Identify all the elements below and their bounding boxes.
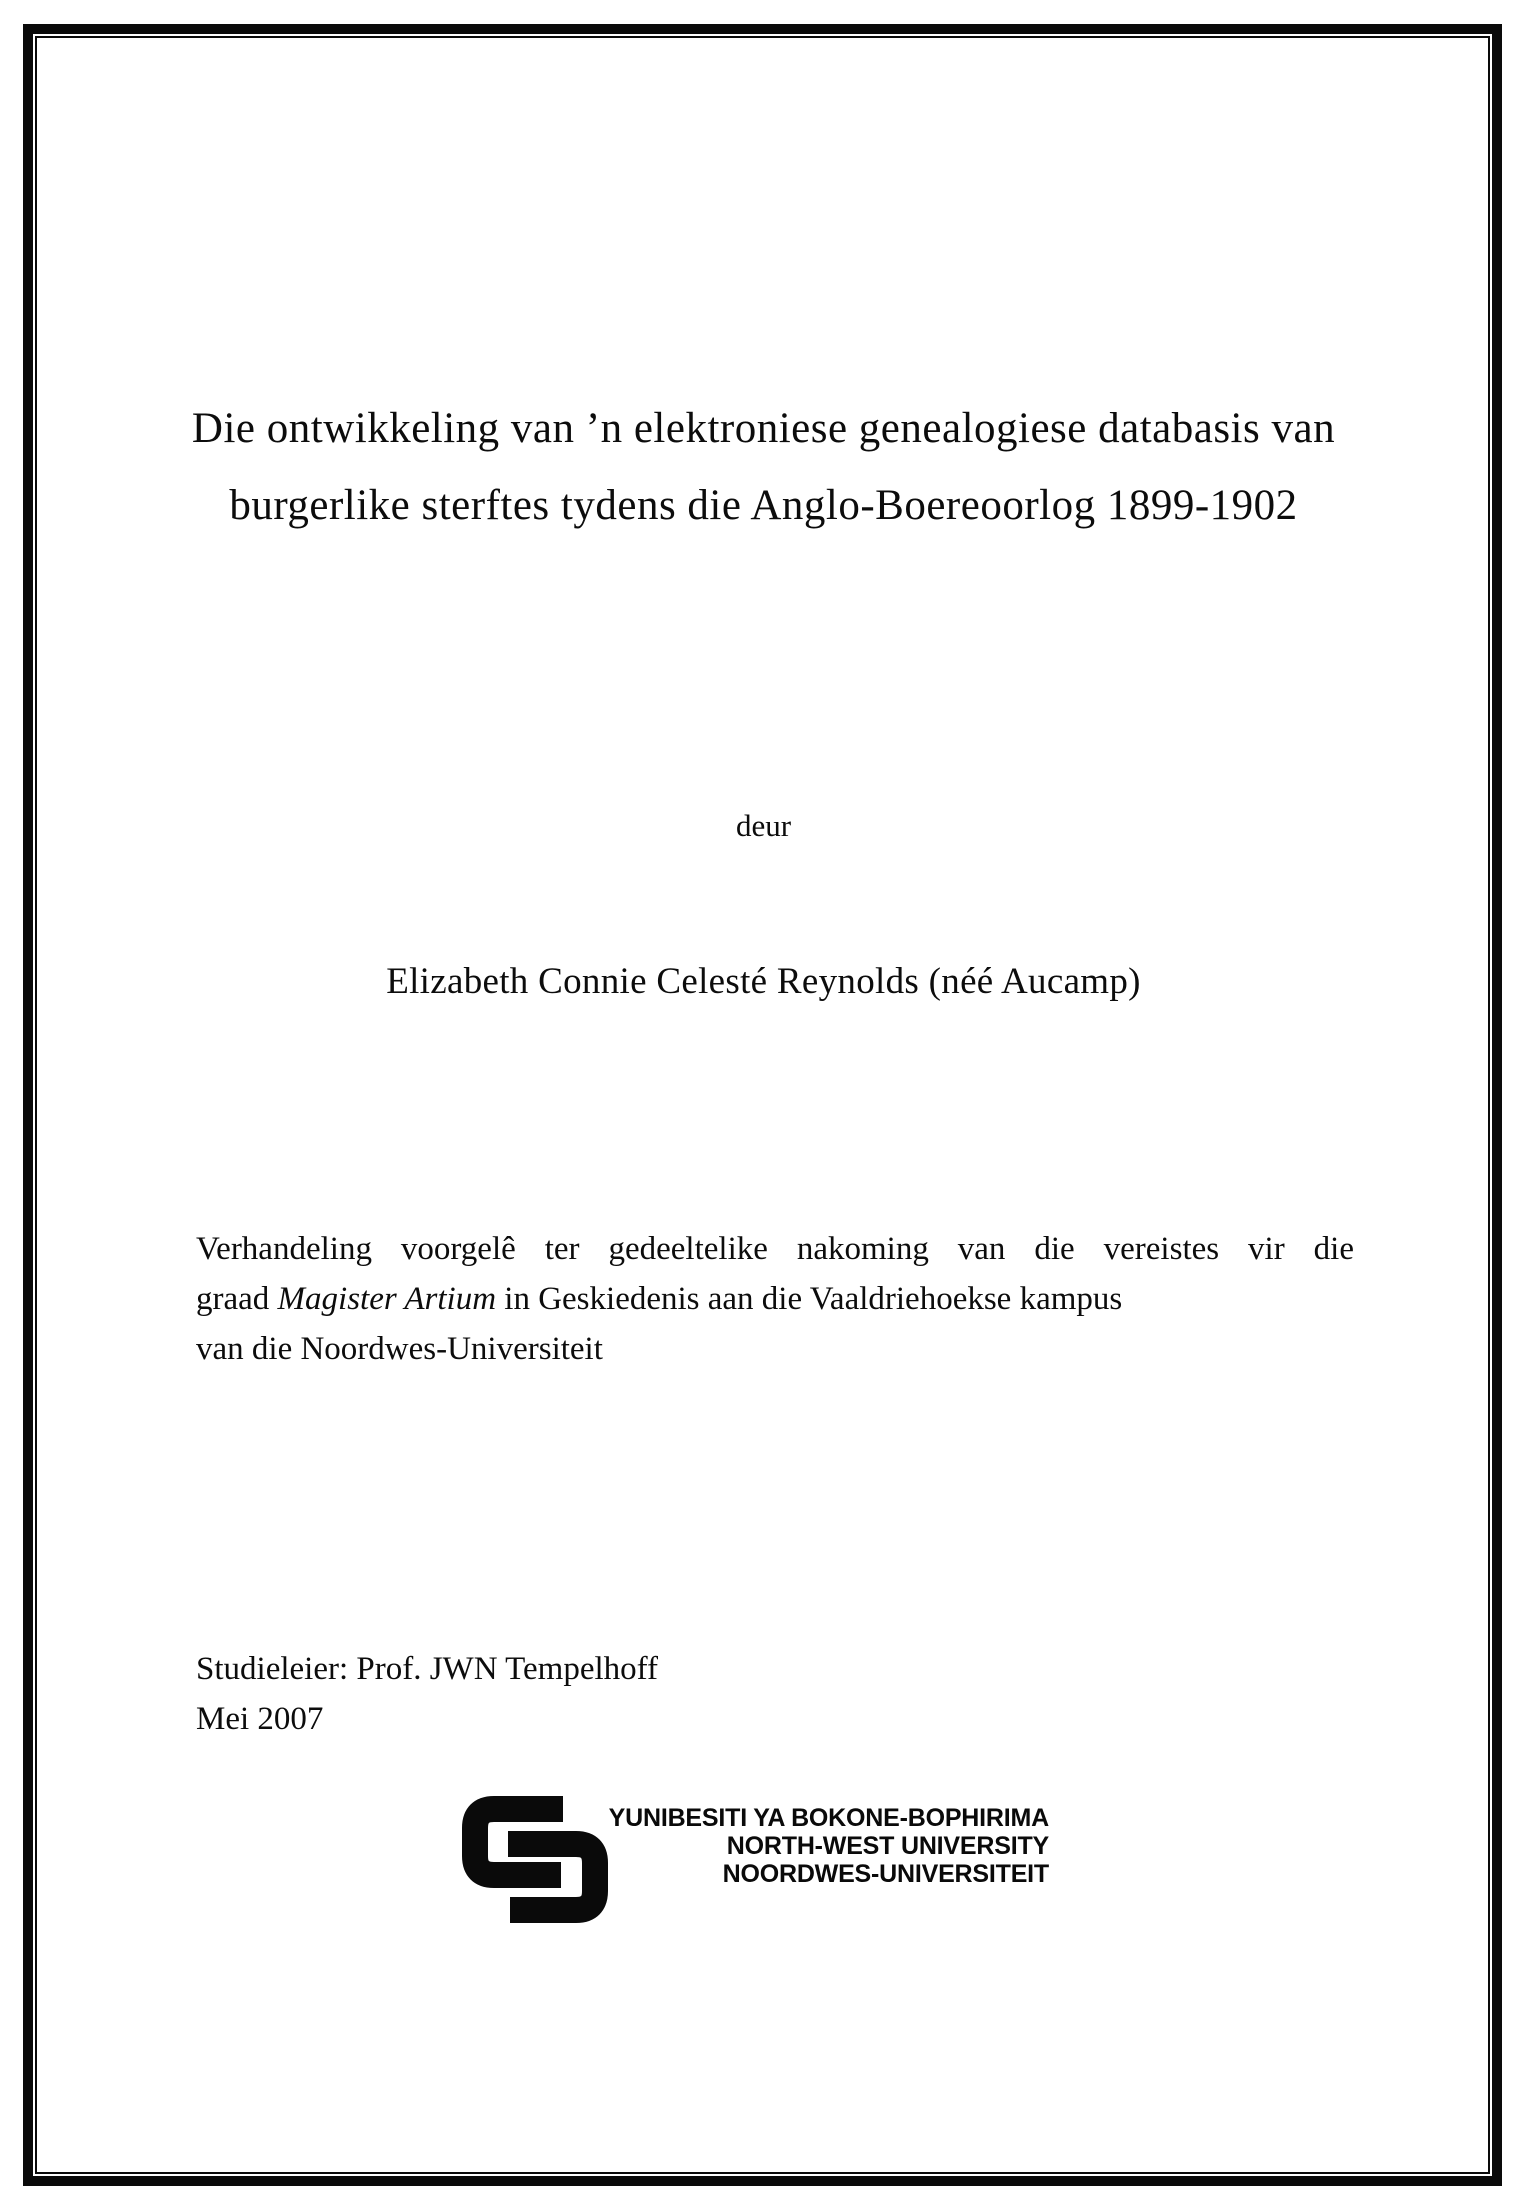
declaration-line-3: van die Noordwes-Universiteit [196, 1331, 603, 1367]
university-logo-icon [462, 1796, 608, 1923]
degree-name-italic: Magister Artium [277, 1281, 497, 1317]
declaration-line-2 [196, 1274, 1354, 1324]
declaration-line-2-post: in Geskiedenis aan die Vaaldriehoekse kampus [496, 1281, 1123, 1317]
supervisor-and-date [196, 1644, 658, 1744]
supervisor-line: Studieleier: Prof. JWN Tempelhoff [196, 1651, 659, 1687]
university-name-afrikaans: NOORDWES-UNIVERSITEIT [722, 1860, 1049, 1888]
thesis-title-line-1: Die ontwikkeling van ’n elektroniese genealogiese databasis van [191, 405, 1336, 452]
thesis-title-line-2: burgerlike sterftes tydens die Anglo-Boereoorlog 1899-1902 [229, 482, 1298, 529]
author-name: Elizabeth Connie Celesté Reynolds (néé Aucamp) [386, 961, 1141, 1002]
university-logo-wordmark [594, 1796, 1049, 1888]
degree-declaration [196, 1224, 1354, 1374]
byline-label: deur [735, 808, 792, 843]
university-name-setswana: YUNIBESITI YA BOKONE-BOPHIRIMA [608, 1804, 1049, 1832]
thesis-title [110, 390, 1417, 544]
declaration-line-2-pre: graad [196, 1281, 278, 1317]
university-logo [462, 1796, 1049, 1923]
date-line: Mei 2007 [196, 1701, 324, 1737]
declaration-line-1: Verhandeling voorgelê ter gedeeltelike nakoming van die vereistes vir die [196, 1231, 1354, 1267]
university-name-english: NORTH-WEST UNIVERSITY [726, 1832, 1049, 1860]
